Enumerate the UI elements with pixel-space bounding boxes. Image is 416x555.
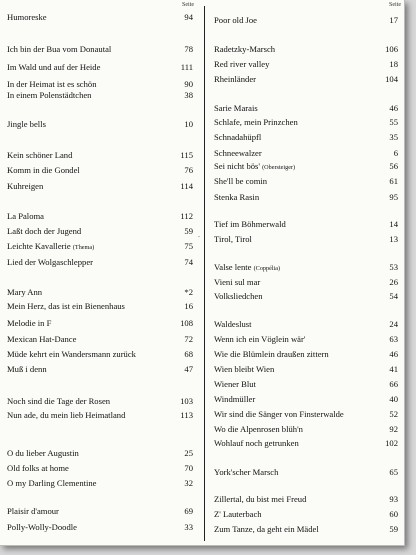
song-title bbox=[7, 409, 125, 421]
page-column-header: Seite bbox=[182, 2, 194, 8]
page-number: 78 bbox=[184, 44, 193, 54]
margin-mark: - bbox=[198, 234, 200, 240]
index-entry bbox=[214, 393, 398, 405]
song-title bbox=[214, 276, 260, 288]
song-title-text: O my Darling Clementine bbox=[7, 478, 97, 488]
song-title-text: Windmüller bbox=[214, 394, 256, 404]
page-number: 104 bbox=[385, 74, 398, 84]
song-title bbox=[214, 160, 295, 174]
song-title bbox=[214, 58, 269, 70]
song-title bbox=[7, 89, 91, 101]
index-entry bbox=[7, 286, 193, 298]
page-number: 106 bbox=[385, 44, 398, 54]
song-title-text: Tief im Böhmerwald bbox=[214, 219, 286, 229]
page-number: 18 bbox=[389, 59, 398, 69]
page-number: 112 bbox=[180, 211, 193, 221]
song-title bbox=[214, 437, 299, 449]
song-title bbox=[7, 240, 94, 254]
page-number: 47 bbox=[184, 364, 193, 374]
song-title-text: Volksliedchen bbox=[214, 291, 263, 301]
index-entry bbox=[214, 160, 398, 172]
index-entry bbox=[7, 240, 193, 252]
song-title bbox=[7, 286, 42, 298]
song-title bbox=[214, 493, 306, 505]
page-number: 92 bbox=[389, 424, 398, 434]
song-title bbox=[214, 393, 255, 405]
page-number: 94 bbox=[184, 12, 193, 22]
song-title bbox=[214, 348, 329, 360]
page-number: 40 bbox=[389, 394, 398, 404]
page-number: 46 bbox=[389, 349, 398, 359]
song-title-text: Müde kehrt ein Wandersmann zurück bbox=[7, 349, 136, 359]
song-title bbox=[7, 348, 136, 360]
song-title-text: Melodie in F bbox=[7, 318, 52, 328]
song-title-text: Kuhreigen bbox=[7, 181, 44, 191]
index-entry bbox=[7, 210, 193, 222]
song-title-text: O du lieber Augustin bbox=[7, 448, 79, 458]
song-note: (Thema) bbox=[72, 244, 95, 251]
index-entry bbox=[7, 317, 193, 329]
song-title bbox=[214, 408, 344, 420]
song-title bbox=[214, 523, 319, 535]
song-title bbox=[214, 14, 257, 26]
song-title bbox=[7, 149, 72, 161]
page-number: 10 bbox=[184, 119, 193, 129]
song-title-text: Humoreske bbox=[7, 12, 47, 22]
index-entry bbox=[214, 437, 398, 449]
index-entry bbox=[214, 102, 398, 114]
song-title bbox=[214, 175, 267, 187]
page-number: 75 bbox=[184, 241, 193, 251]
song-title bbox=[7, 521, 77, 533]
song-note: (Obersteiger) bbox=[262, 164, 296, 171]
page-number: 115 bbox=[180, 150, 193, 160]
song-title bbox=[214, 378, 256, 390]
page-number: 102 bbox=[385, 438, 398, 448]
song-title bbox=[7, 256, 93, 268]
page-number: 111 bbox=[180, 62, 193, 72]
page-number: 33 bbox=[184, 522, 193, 532]
song-title bbox=[214, 73, 256, 85]
song-title-text: Stenka Rasin bbox=[214, 192, 260, 202]
song-title-text: Sarie Marais bbox=[214, 103, 258, 113]
song-title-text: In der Heimat ist es schön bbox=[7, 79, 97, 89]
song-title-text: Red river valley bbox=[214, 59, 270, 69]
song-title-text: Komm in die Gondel bbox=[7, 165, 80, 175]
song-title bbox=[7, 225, 81, 237]
song-title bbox=[7, 164, 80, 176]
song-title-text: Waldeslust bbox=[214, 319, 252, 329]
song-title-text: Wo die Alpenrosen blüh'n bbox=[214, 424, 303, 434]
index-entry bbox=[214, 348, 398, 360]
index-entry bbox=[7, 447, 193, 459]
song-title-text: Old folks at home bbox=[7, 463, 69, 473]
page-number: 95 bbox=[389, 192, 398, 202]
index-entry bbox=[7, 363, 193, 375]
index-entry bbox=[7, 256, 193, 268]
song-title bbox=[7, 333, 76, 345]
song-title-text: Schlafe, mein Prinzchen bbox=[214, 117, 298, 127]
song-title-text: In einem Polenstädtchen bbox=[7, 90, 92, 100]
page-number: 108 bbox=[180, 318, 193, 328]
page-number: *2 bbox=[184, 287, 193, 297]
song-title bbox=[214, 102, 258, 114]
index-entry bbox=[214, 43, 398, 55]
song-title-text: Wohlauf noch getrunken bbox=[214, 438, 299, 448]
page-number: 25 bbox=[184, 448, 193, 458]
index-entry bbox=[214, 191, 398, 203]
index-entry bbox=[7, 61, 193, 73]
index-entry bbox=[214, 261, 398, 273]
song-title bbox=[214, 318, 252, 330]
song-title bbox=[7, 505, 59, 517]
song-title bbox=[214, 508, 262, 520]
column-divider bbox=[204, 6, 205, 541]
index-entry bbox=[7, 521, 193, 533]
song-title bbox=[7, 11, 47, 23]
page-number: 68 bbox=[184, 349, 193, 359]
song-title bbox=[7, 43, 111, 55]
song-title-text: Tirol, Tirol bbox=[214, 234, 252, 244]
song-title bbox=[7, 118, 46, 130]
page-number: 32 bbox=[184, 478, 193, 488]
song-title-text: Wenn ich ein Vöglein wär' bbox=[214, 334, 306, 344]
page-number: 72 bbox=[184, 334, 193, 344]
song-title-text: Vieni sul mar bbox=[214, 277, 261, 287]
page-number: 17 bbox=[389, 15, 398, 25]
song-title bbox=[214, 131, 261, 143]
page-number: 70 bbox=[184, 463, 193, 473]
page-number: 53 bbox=[389, 262, 398, 272]
index-entry bbox=[7, 225, 193, 237]
song-title-text: Schneewalzer bbox=[214, 148, 262, 158]
song-title-text: Sei nicht bös' bbox=[214, 161, 260, 171]
page-number: 76 bbox=[184, 165, 193, 175]
page-number: 46 bbox=[389, 103, 398, 113]
index-entry bbox=[7, 149, 193, 161]
song-title bbox=[7, 210, 44, 222]
page-number: 24 bbox=[389, 319, 398, 329]
song-title bbox=[214, 43, 275, 55]
song-title-text: La Paloma bbox=[7, 211, 44, 221]
page-column-header: Seite bbox=[389, 2, 401, 8]
song-title-text: Wien bleibt Wien bbox=[214, 364, 275, 374]
page-number: 66 bbox=[389, 379, 398, 389]
song-title-text: Ich bin der Bua vom Donautal bbox=[7, 44, 112, 54]
page-number: 55 bbox=[389, 117, 398, 127]
song-title-text: Mary Ann bbox=[7, 287, 43, 297]
page-number: 69 bbox=[184, 506, 193, 516]
song-title-text: Nun ade, du mein lieb Heimatland bbox=[7, 410, 126, 420]
page-number: 16 bbox=[184, 301, 193, 311]
page-number: 113 bbox=[180, 410, 193, 420]
page-number: 54 bbox=[389, 291, 398, 301]
page-number: 13 bbox=[389, 234, 398, 244]
page-number: 59 bbox=[389, 524, 398, 534]
song-title bbox=[7, 180, 43, 192]
page-number: 59 bbox=[184, 226, 193, 236]
index-entry bbox=[214, 276, 398, 288]
song-title-text: Schnadahüpfl bbox=[214, 132, 262, 142]
index-entry bbox=[7, 180, 193, 192]
song-title-text: Valse lente bbox=[214, 262, 252, 272]
song-title bbox=[214, 261, 280, 275]
index-entry bbox=[7, 462, 193, 474]
song-title-text: Mexican Hat-Dance bbox=[7, 334, 77, 344]
index-entry bbox=[7, 118, 193, 130]
page-number: 60 bbox=[389, 509, 398, 519]
song-title bbox=[7, 447, 79, 459]
index-entry bbox=[7, 300, 193, 312]
index-entry bbox=[214, 233, 398, 245]
index-entry bbox=[7, 348, 193, 360]
song-title-text: Zum Tanze, da geht ein Mädel bbox=[214, 524, 319, 534]
page-number: 90 bbox=[184, 79, 193, 89]
page-number: 35 bbox=[389, 132, 398, 142]
index-entry bbox=[7, 505, 193, 517]
song-title-text: Polly-Wolly-Doodle bbox=[7, 522, 77, 532]
song-title bbox=[214, 363, 274, 375]
page-number: 26 bbox=[389, 277, 398, 287]
index-entry bbox=[7, 395, 193, 407]
song-title-text: Wiener Blut bbox=[214, 379, 256, 389]
song-title-text: Zillertal, du bist mei Freud bbox=[214, 494, 307, 504]
song-title bbox=[214, 116, 298, 128]
page-number: 103 bbox=[180, 396, 193, 406]
page-number: 63 bbox=[389, 334, 398, 344]
song-title bbox=[214, 466, 278, 478]
index-entry bbox=[7, 11, 193, 23]
page-number: 114 bbox=[180, 181, 193, 191]
song-title-text: Lied der Wolgaschlepper bbox=[7, 257, 94, 267]
song-title bbox=[7, 317, 51, 329]
song-title bbox=[7, 61, 100, 73]
page-number: 93 bbox=[389, 494, 398, 504]
index-entry bbox=[214, 290, 398, 302]
index-entry bbox=[214, 58, 398, 70]
song-title-text: Muß i denn bbox=[7, 364, 47, 374]
song-title-text: Noch sind die Tage der Rosen bbox=[7, 396, 111, 406]
song-title-text: Rheinländer bbox=[214, 74, 256, 84]
song-title-text: Z' Lauterbach bbox=[214, 509, 262, 519]
index-entry bbox=[7, 409, 193, 421]
index-entry bbox=[214, 523, 398, 535]
index-entry bbox=[214, 466, 398, 478]
index-entry bbox=[7, 89, 193, 101]
page-number: 74 bbox=[184, 257, 193, 267]
song-title-text: Kein schöner Land bbox=[7, 150, 73, 160]
index-entry bbox=[214, 131, 398, 143]
index-entry bbox=[7, 164, 193, 176]
song-title-text: Im Wald und auf der Heide bbox=[7, 62, 101, 72]
song-title-text: York'scher Marsch bbox=[214, 467, 279, 477]
index-entry bbox=[214, 423, 398, 435]
song-title bbox=[7, 300, 125, 312]
song-title bbox=[214, 191, 259, 203]
song-title bbox=[214, 233, 252, 245]
index-entry bbox=[214, 73, 398, 85]
index-entry bbox=[214, 116, 398, 128]
song-title bbox=[214, 218, 286, 230]
song-title bbox=[7, 395, 110, 407]
song-title-text: Leichte Kavallerie bbox=[7, 241, 71, 251]
song-title bbox=[214, 333, 305, 345]
index-entry bbox=[214, 378, 398, 390]
index-entry bbox=[214, 318, 398, 330]
song-title-text: Jingle bells bbox=[7, 119, 46, 129]
page-number: 52 bbox=[389, 409, 398, 419]
index-entry bbox=[214, 175, 398, 187]
song-title-text: She'll be comin bbox=[214, 176, 268, 186]
index-entry bbox=[214, 493, 398, 505]
song-title bbox=[214, 290, 263, 302]
page-number: 61 bbox=[389, 176, 398, 186]
index-entry bbox=[214, 333, 398, 345]
song-title bbox=[214, 147, 262, 159]
index-entry bbox=[214, 508, 398, 520]
page-number: 41 bbox=[389, 364, 398, 374]
song-title-text: Mein Herz, das ist ein Bienenhaus bbox=[7, 301, 125, 311]
song-title-text: Laßt doch der Jugend bbox=[7, 226, 82, 236]
song-note: (Coppélia) bbox=[253, 265, 281, 272]
song-title bbox=[7, 363, 47, 375]
page-number: 14 bbox=[389, 219, 398, 229]
index-entry bbox=[7, 477, 193, 489]
index-entry bbox=[7, 43, 193, 55]
index-entry bbox=[214, 14, 398, 26]
song-title bbox=[214, 423, 303, 435]
page-number: 56 bbox=[389, 161, 398, 171]
page-number: 38 bbox=[184, 90, 193, 100]
index-entry bbox=[214, 218, 398, 230]
page-number: 6 bbox=[393, 148, 398, 158]
index-entry bbox=[7, 333, 193, 345]
song-title-text: Poor old Joe bbox=[214, 15, 257, 25]
song-title-text: Wie die Blümlein draußen zittern bbox=[214, 349, 329, 359]
index-entry bbox=[214, 147, 398, 159]
page-number: 65 bbox=[389, 467, 398, 477]
song-title bbox=[7, 462, 69, 474]
song-title-text: Plaisir d'amour bbox=[7, 506, 59, 516]
song-title-text: Radetzky-Marsch bbox=[214, 44, 276, 54]
song-title bbox=[7, 477, 97, 489]
index-entry bbox=[214, 363, 398, 375]
index-entry bbox=[214, 408, 398, 420]
song-title-text: Wir sind die Sänger von Finsterwalde bbox=[214, 409, 344, 419]
